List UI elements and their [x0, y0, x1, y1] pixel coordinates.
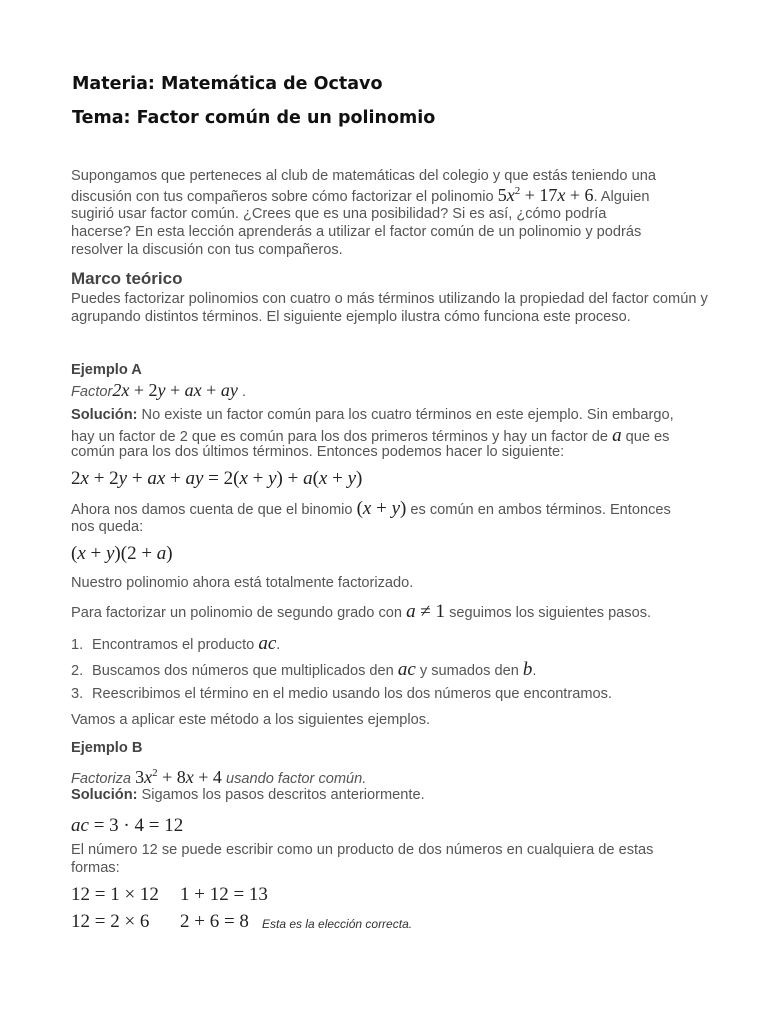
factor-row-2: 12 = 2 × 6 [71, 911, 150, 932]
intro-line-5: resolver la discusión con tus compañeros. [71, 242, 343, 258]
ejemplo-a-sol-line-2: hay un factor de 2 que es común para los dos primeros términos y hay un factor de a que es [71, 425, 670, 446]
marco-title: Marco teórico [71, 269, 183, 288]
intro-line-1: Supongamos que perteneces al club de matemáticas del colegio y que estás teniendo una [71, 168, 656, 184]
ejemplo-b-equation: ac = 3 · 4 = 12 [71, 815, 184, 836]
ejemplo-a-sol-line-1: Solución: No existe un factor común para los cuatro términos en este ejemplo. Sin embargo, [71, 407, 674, 423]
apply-text: Vamos a aplicar este método a los siguientes ejemplos. [71, 712, 431, 728]
ejemplo-a-title: Ejemplo A [71, 362, 142, 378]
binomio-line: Ahora nos damos cuenta de que el binomio (x + y) es común en ambos términos. Entonces [71, 498, 671, 519]
ejemplo-a-equation-1: 2x + 2y + ax + ay = 2(x + y) + a(x + y) [71, 468, 363, 489]
intro-line-4: hacerse? En esta lección aprenderás a utilizar el factor común de un polinomio y podrás [71, 224, 642, 240]
a-not-one: a ≠ 1 [406, 601, 446, 622]
topic-heading: Tema: Factor común de un polinomio [72, 108, 436, 128]
step-1: 1. Encontramos el producto ac. [71, 633, 281, 654]
marco-text: Puedes factorizar polinomios con cuatro o más términos utilizando la propiedad del factor común y agrupando distintos términos. El siguiente ejemplo ilustra cómo funciona este proceso. [71, 291, 708, 325]
ejemplo-b-task: Factoriza $3x^2 + 8x + 4$ usando factor común. [71, 767, 367, 787]
subject-heading: Materia: Matemática de Octavo [72, 74, 383, 94]
ejemplo-a-sol-line-3: común para los dos últimos términos. Entonces podemos hacer lo siguiente: [71, 444, 565, 460]
intro-polynomial: $5x^2 + 17x + 6$ [497, 185, 594, 205]
steps-intro: Para factorizar un polinomio de segundo grado con a ≠ 1 seguimos los siguientes pasos. [71, 601, 652, 622]
step-3: 3. Reescribimos el término en el medio usando los dos números que encontramos. [71, 686, 612, 702]
ejemplo-b-text-line-1: El número 12 se puede escribir como un producto de dos números en cualquiera de estas [71, 842, 654, 858]
ejemplo-a-expression: 2x + 2y + ax + ay [112, 380, 238, 400]
factor-row-2-sum: 2 + 6 = 8 [180, 911, 249, 932]
step-2: 2. Buscamos dos números que multiplicados den ac y sumados den b. [71, 659, 537, 680]
ejemplo-a-task: Factor2x + 2y + ax + ay . [71, 380, 246, 400]
ejemplo-b-expression: $3x^2 + 8x + 4$ [135, 767, 222, 787]
intro-line-3: sugirió usar factor común. ¿Crees que es una posibilidad? Si es así, ¿cómo podría [71, 206, 607, 222]
ejemplo-b-title: Ejemplo B [71, 740, 143, 756]
binomio-line-2: nos queda: [71, 519, 144, 535]
ejemplo-a-equation-2: (x + y)(2 + a) [71, 543, 173, 564]
intro-line-2: discusión con tus compañeros sobre cómo factorizar el polinomio $5x^2 + 17x + 6$. Alguien [71, 185, 650, 205]
ejemplo-b-text-line-2: formas: [71, 860, 120, 876]
binomio-math: (x + y) [356, 498, 407, 519]
factor-row-1: 12 = 1 × 12 [71, 884, 159, 905]
ejemplo-a-conclusion: Nuestro polinomio ahora está totalmente factorizado. [71, 575, 414, 591]
ejemplo-b-solution: Solución: Sigamos los pasos descritos anteriormente. [71, 787, 425, 803]
factor-row-1-sum: 1 + 12 = 13 [180, 884, 268, 905]
correct-choice-note: Esta es la elección correcta. [262, 917, 413, 931]
variable-a: a [612, 425, 622, 446]
